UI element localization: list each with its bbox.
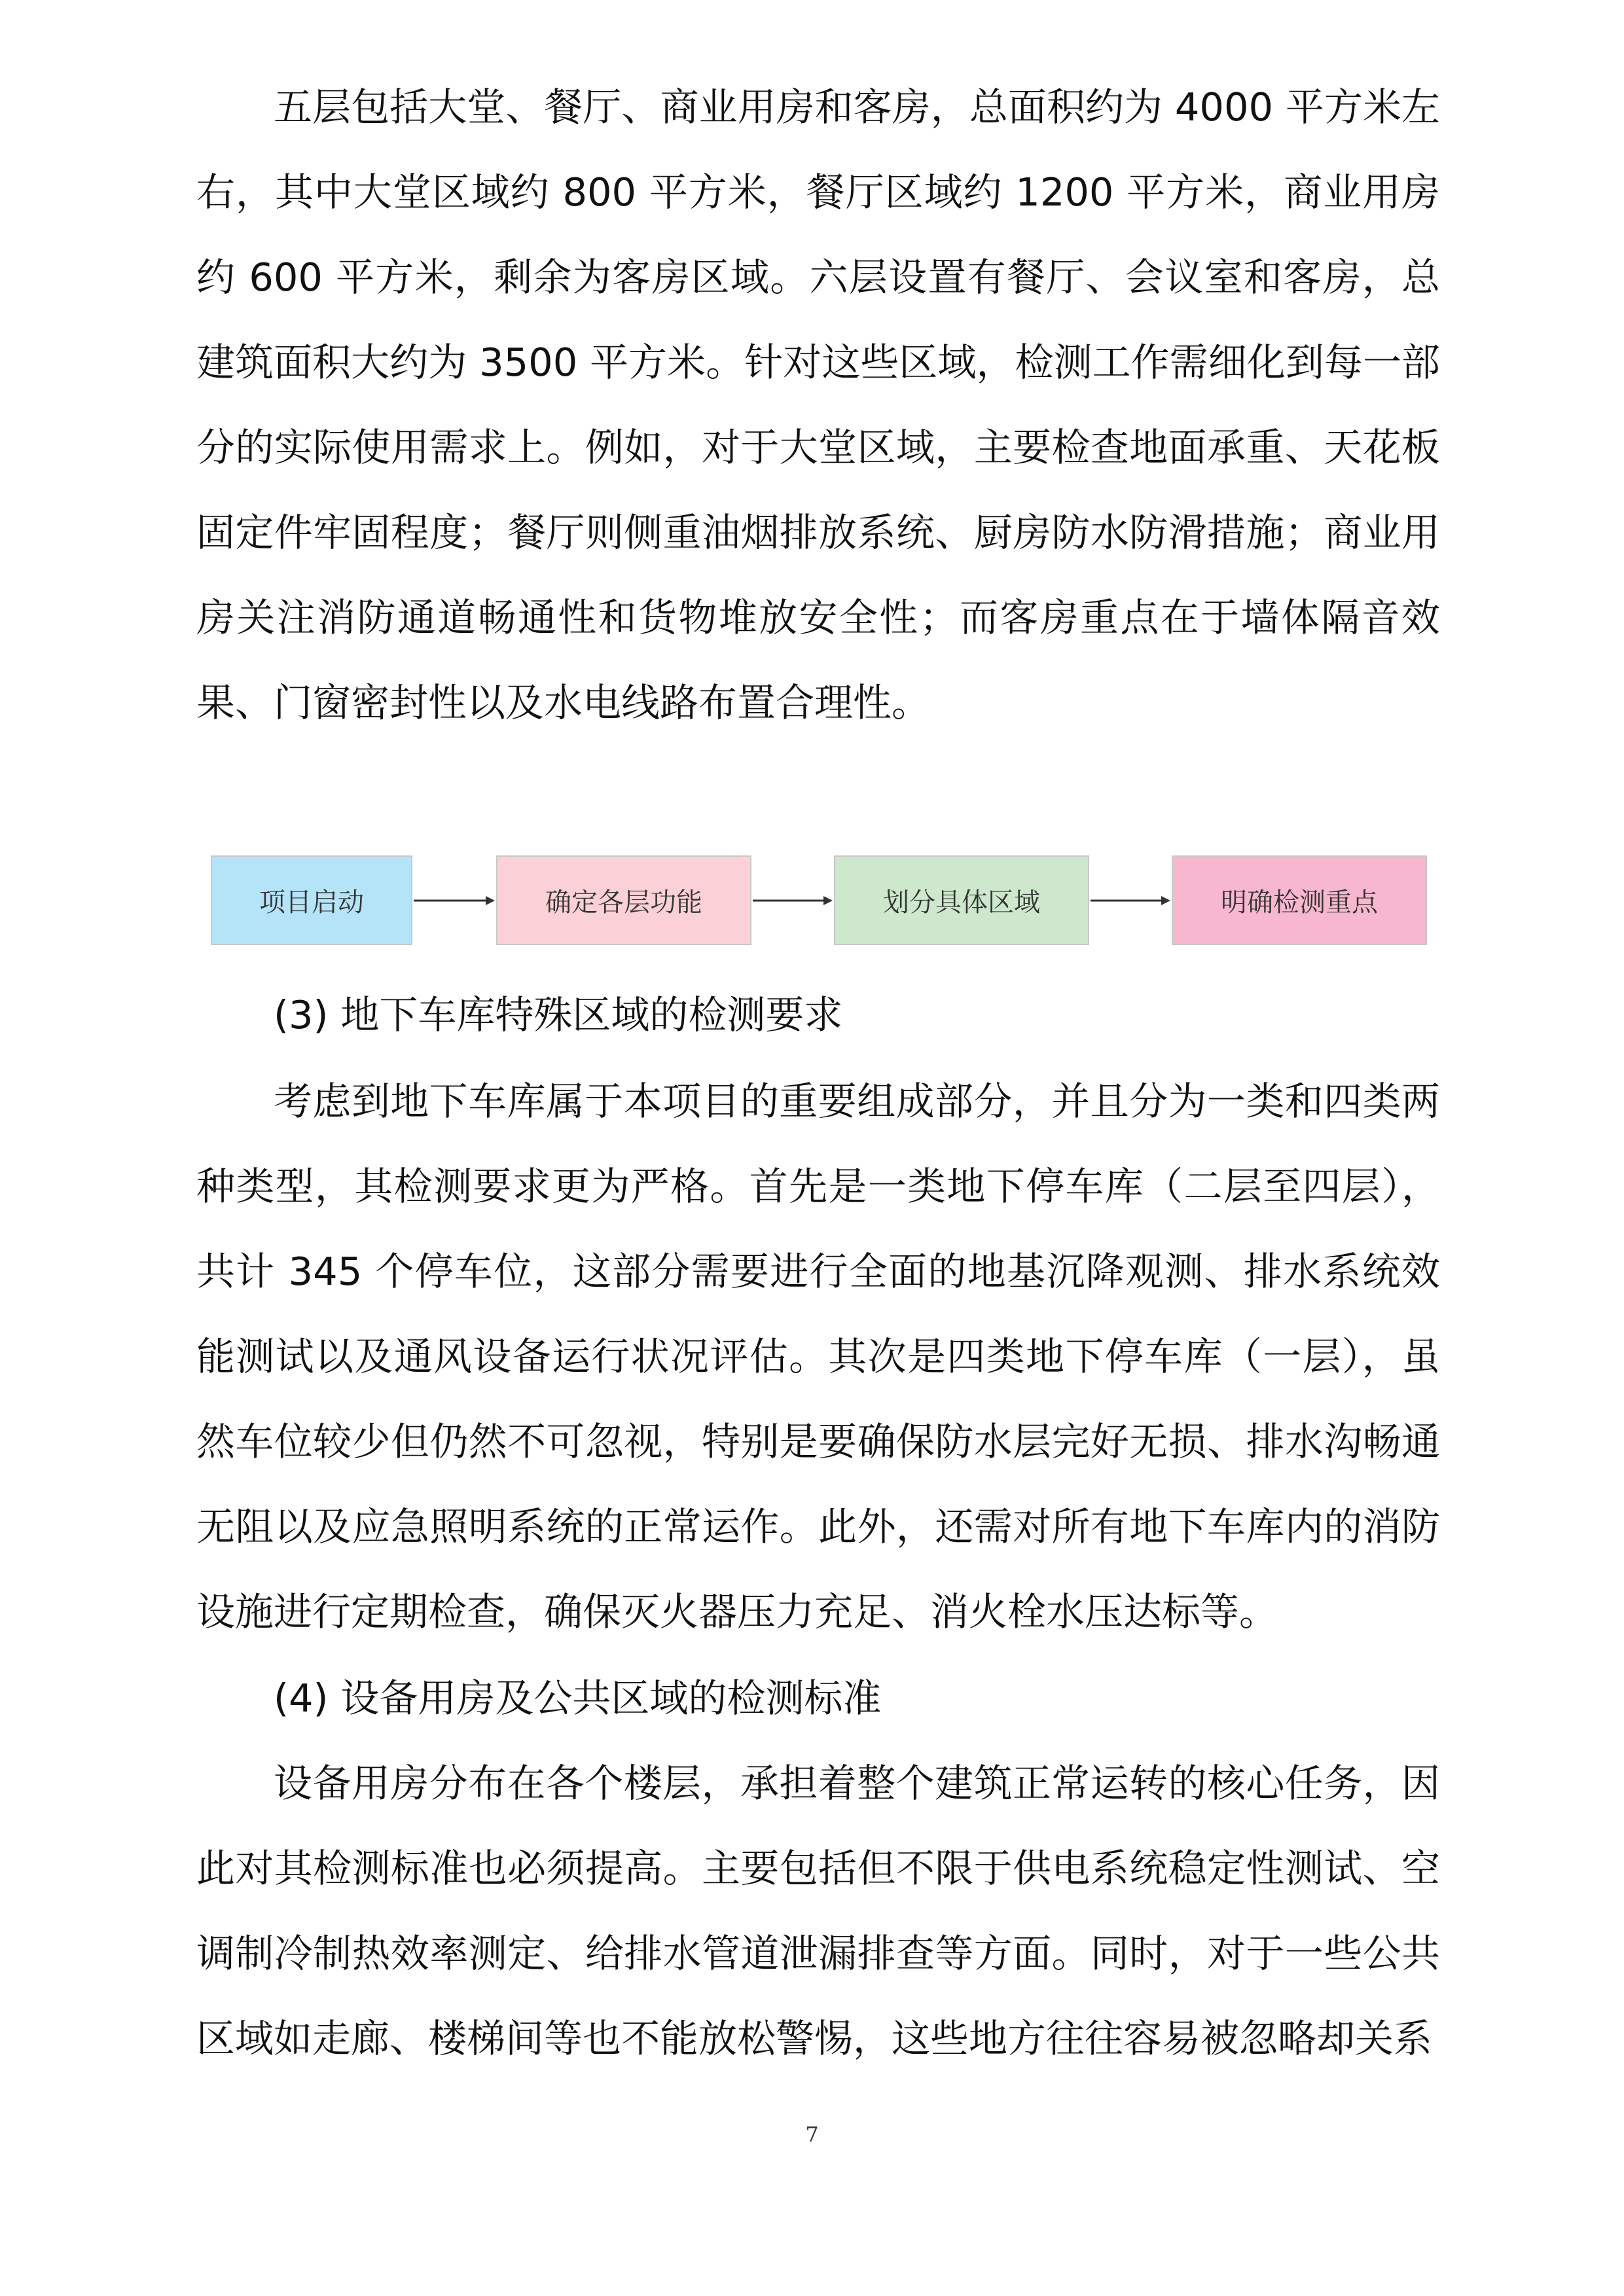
- flow-step-project-start: 项目启动: [211, 855, 412, 945]
- flow-arrow-1: [412, 895, 496, 906]
- process-flowchart: [211, 855, 1422, 945]
- flow-step-divide-areas: 划分具体区域: [834, 855, 1089, 945]
- flow-step-define-floor-functions: 确定各层功能: [496, 855, 751, 945]
- paragraph-floors-intro: 五层包括大堂、餐厅、商业用房和客房，总面积约为 4000 平方米左右，其中大堂区域约 800 平方米，餐厅区域约 1200 平方米，商业用房约 600 平方米，剩余为客房区域。六层设置有餐厅、会议室和客房，总建筑面积大约为 3500 平方米。针对这些区域，检测工作需细化到每一部分的实际使用需求上。例如，对于大堂区域，主要检查地面承重、天花板固定件牢固程度；餐厅则侧重油烟排放系统、厨房防水防滑措施；商业用房关注消防通道畅通性和货物堆放安全性；而客房重点在于墙体隔音效果、门窗密封性以及水电线路布置合理性。: [196, 84, 1440, 725]
- flow-arrow-2: [751, 895, 834, 906]
- paragraph-equipment: 设备用房分布在各个楼层，承担着整个建筑正常运转的核心任务，因此对其检测标准也必须提高。主要包括但不限于供电系统稳定性测试、空调制冷制热效率测定、给排水管道泄漏排查等方面。同时，对于一些公共区域如走廊、楼梯间等也不能放松警惕，这些地方往往容易被忽略却关系: [196, 1761, 1440, 2061]
- flow-arrow-3: [1089, 895, 1172, 906]
- paragraph-garage: 考虑到地下车库属于本项目的重要组成部分，并且分为一类和四类两种类型，其检测要求更为严格。首先是一类地下停车库（二层至四层），共计 345 个停车位，这部分需要进行全面的地基沉降观测、排水系统效能测试以及通风设备运行状况评估。其次是四类地下停车库（一层），虽然车位较少但仍然不可忽视，特别是要确保防水层完好无损、排水沟畅通无阻以及应急照明系统的正常运作。此外，还需对所有地下车库内的消防设施进行定期检查，确保灭火器压力充足、消火栓水压达标等。: [196, 1079, 1440, 1634]
- page-number: 7: [805, 2122, 819, 2147]
- section-heading-3: (3) 地下车库特殊区域的检测要求: [274, 992, 843, 1037]
- flow-step-inspection-focus: 明确检测重点: [1172, 855, 1427, 945]
- section-heading-4: (4) 设备用房及公共区域的检测标准: [274, 1676, 882, 1721]
